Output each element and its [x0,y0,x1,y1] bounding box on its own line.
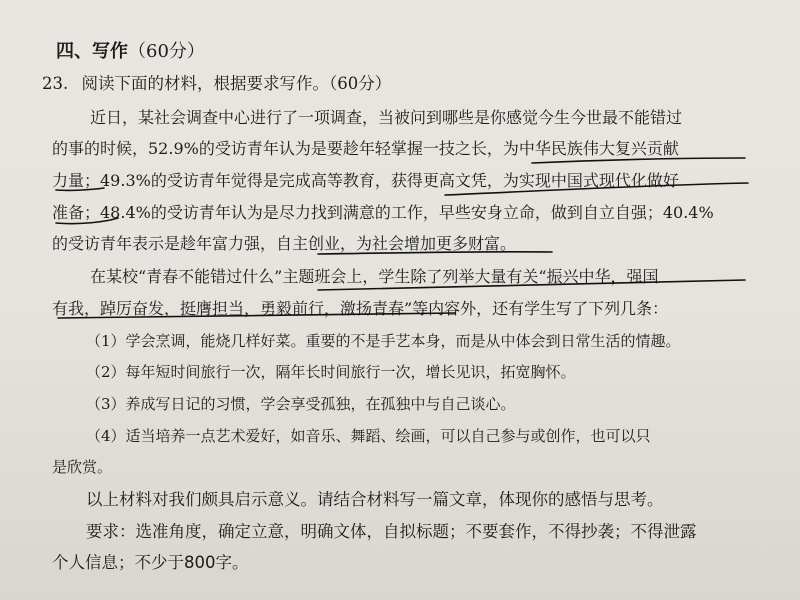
paragraph-line: 的事的时候，52.9%的受访青年认为是要趁年轻掌握一技之长，为中华民族伟大复兴贡献 [52,139,679,158]
requirements-line: 要求：选准角度，确定立意，明确文体，自拟标题；不要套作，不得抄袭；不得泄露 [86,522,697,541]
paragraph-line: 准备；48.4%的受访青年认为是尽力找到满意的工作，早些安身立命，做到自立自强；40.4% [52,203,714,222]
paragraph-line: 在某校“青春不能错过什么”主题班会上，学生除了列举大量有关“振兴中华，强国 [90,267,659,286]
requirements-line: 个人信息；不少于800字。 [52,553,249,572]
section-heading [56,41,205,63]
section-score: （60分） [128,41,205,62]
question-number: 23. [42,74,69,93]
instruction-text: 以上材料对我们颇具启示意义。请结合材料写一篇文章，体现你的感悟与思考。 [86,490,664,509]
list-item: （2）每年短时间旅行一次，隔年长时间旅行一次，增长见识，拓宽胸怀。 [86,363,576,381]
list-item: （4）适当培养一点艺术爱好，如音乐、舞蹈、绘画，可以自己参与或创作，也可以只 [86,427,651,445]
list-item: （3）养成写日记的习惯，学会享受孤独，在孤独中与自己谈心。 [86,395,516,413]
question-line [42,73,391,95]
paragraph-line: 的受访青年表示是趁年富力强，自主创业，为社会增加更多财富。 [52,234,517,253]
list-item-continuation: 是欣赏。 [52,458,113,476]
paragraph-line: 力量；49.3%的受访青年觉得是完成高等教育，获得更高文凭，为实现中国式现代化做好 [52,171,679,190]
paragraph-line: 近日，某社会调查中心进行了一项调查，当被问到哪些是你感觉今生今世最不能错过 [90,108,683,127]
question-prompt: 阅读下面的材料，根据要求写作。（60分） [81,74,392,93]
section-heading-text: 四、写作 [56,41,128,62]
list-item: （1）学会烹调，能烧几样好菜。重要的不是手艺本身，而是从中体会到日常生活的情趣。 [86,332,681,350]
paragraph-line: 有我，踔厉奋发，挺膺担当，勇毅前行，激扬青春”等内容外，还有学生写了下列几条： [52,299,669,318]
